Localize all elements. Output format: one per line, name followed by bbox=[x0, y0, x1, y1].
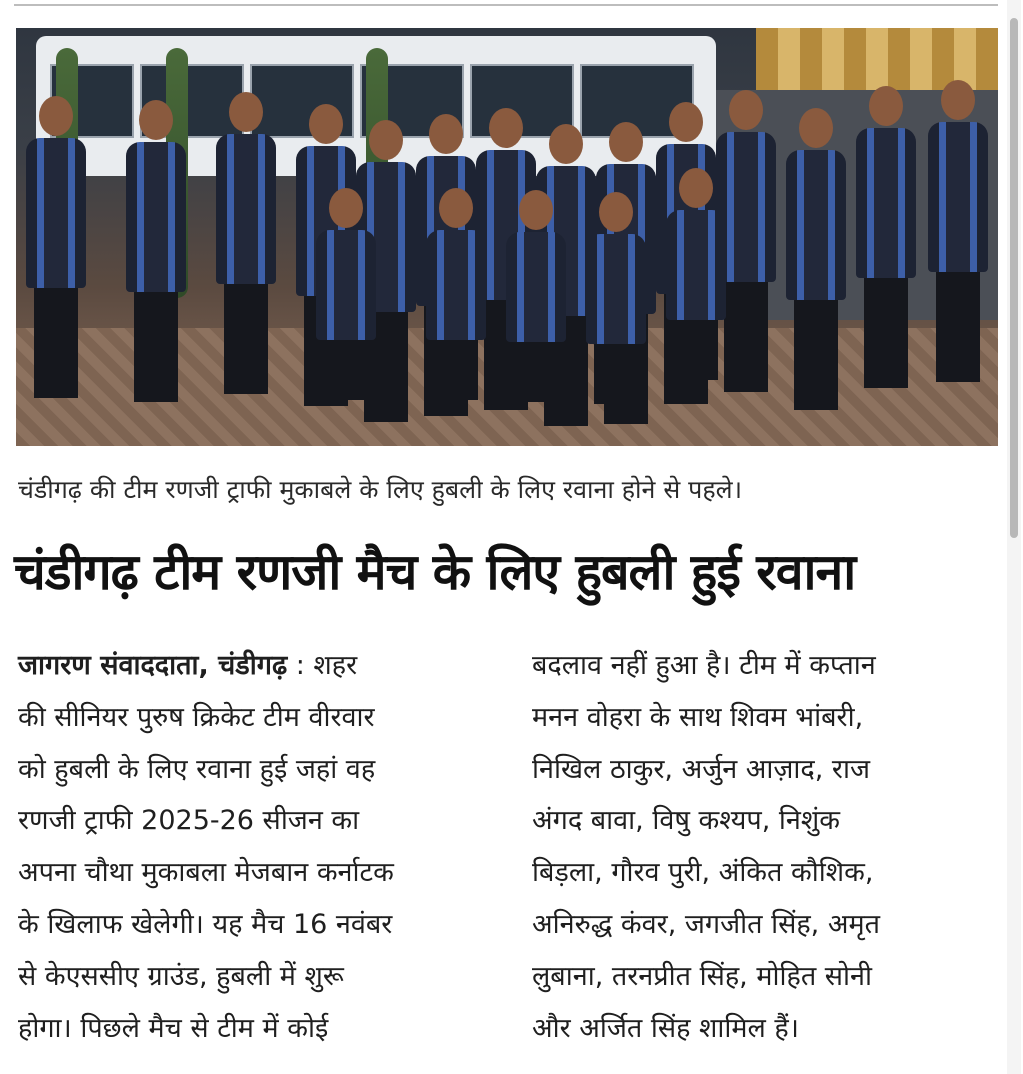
byline: जागरण संवाददाता, चंडीगढ़ bbox=[18, 650, 288, 681]
article-column-right bbox=[532, 640, 1002, 1054]
scrollbar-thumb[interactable] bbox=[1010, 18, 1018, 538]
article-line: की सीनियर पुरुष क्रिकेट टीम वीरवार bbox=[18, 701, 375, 733]
article-line: और अर्जित सिंह शामिल हैं। bbox=[532, 1012, 799, 1044]
article-line: निखिल ठाकुर, अर्जुन आज़ाद, राज bbox=[532, 753, 870, 785]
article-line: के खिलाफ खेलेगी। यह मैच 16 नवंबर bbox=[18, 908, 393, 940]
article-line: अपना चौथा मुकाबला मेजबान कर्नाटक bbox=[18, 857, 394, 889]
article-line: लुबाना, तरनप्रीत सिंह, मोहित सोनी bbox=[532, 960, 873, 992]
article-line: से केएससीए ग्राउंड, हुबली में शुरू bbox=[18, 960, 344, 992]
article-line: अंगद बावा, विषु कश्यप, निशुंक bbox=[532, 805, 840, 837]
article-line: रणजी ट्राफी 2025-26 सीजन का bbox=[18, 805, 360, 837]
team-photo bbox=[16, 28, 998, 446]
article-line: मनन वोहरा के साथ शिवम भांबरी, bbox=[532, 701, 864, 733]
photo-caption: चंडीगढ़ की टीम रणजी ट्राफी मुकाबले के लिए हुबली के लिए रवाना होने से पहले। bbox=[18, 475, 743, 504]
article-line: अनिरुद्ध कंवर, जगजीत सिंह, अमृत bbox=[532, 908, 881, 940]
article-line: जागरण संवाददाता, चंडीगढ़ : शहर bbox=[18, 650, 358, 681]
article-line: बदलाव नहीं हुआ है। टीम में कप्तान bbox=[532, 650, 876, 681]
article-line: बिड़ला, गौरव पुरी, अंकित कौशिक, bbox=[532, 857, 874, 889]
article-line: को हुबली के लिए रवाना हुई जहां वह bbox=[18, 753, 376, 785]
article-headline: चंडीगढ़ टीम रणजी मैच के लिए हुबली हुई रवाना bbox=[14, 543, 856, 601]
top-divider bbox=[14, 4, 998, 6]
article-column-left bbox=[18, 640, 488, 1054]
article-line: होगा। पिछले मैच से टीम में कोई bbox=[18, 1012, 329, 1044]
